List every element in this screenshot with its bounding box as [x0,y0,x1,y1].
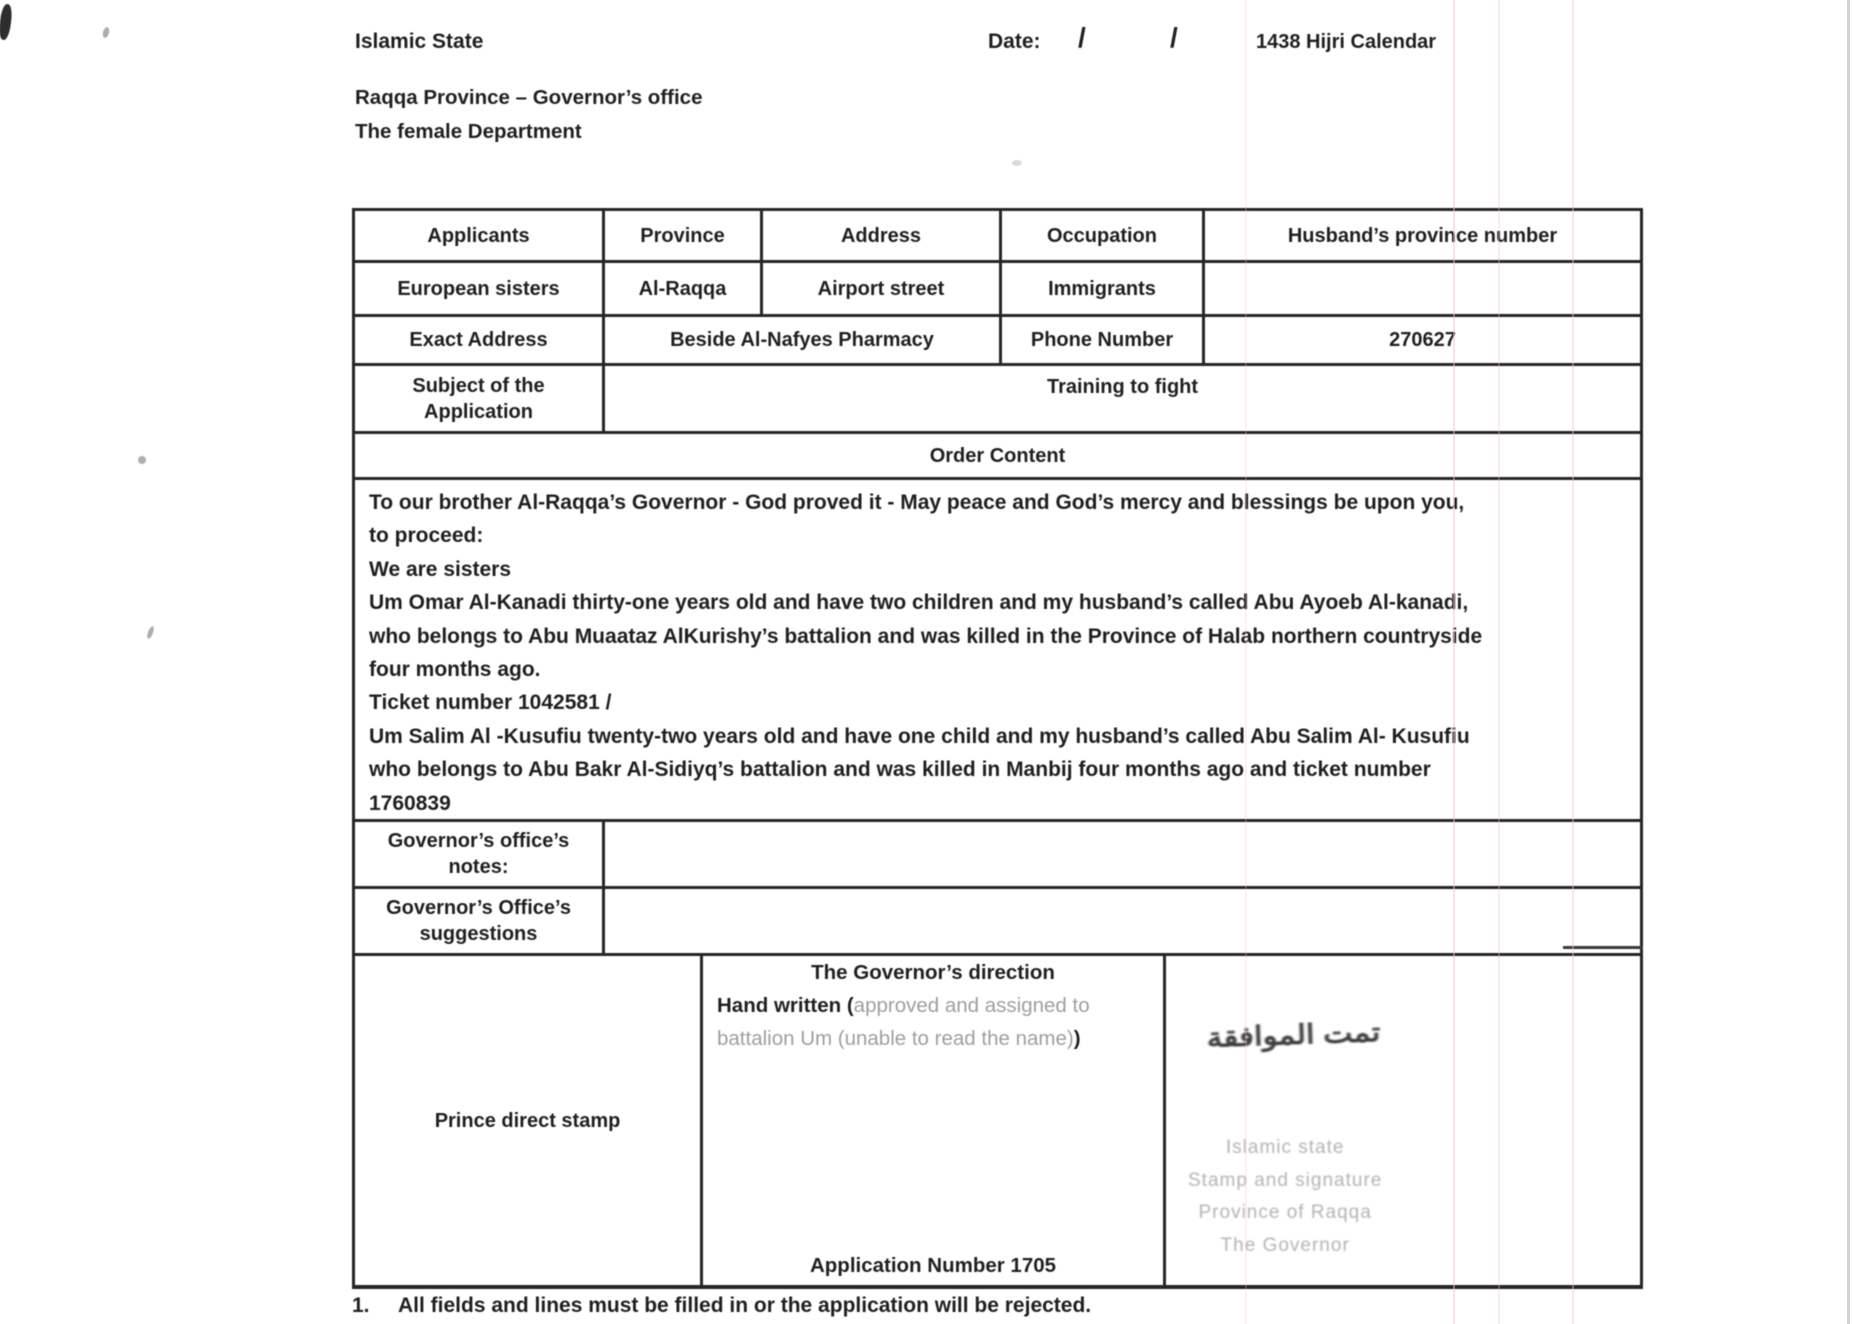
governor-suggestions-value [605,889,1640,953]
prince-stamp-label: Prince direct stamp [434,1109,621,1132]
page-edge-line [1847,0,1850,1324]
header-cell-province: Province [605,211,763,260]
header-cell-applicants: Applicants [355,211,605,260]
governor-notes-label: Governor’s office’s notes: [355,822,605,886]
scanner-pink-line [1572,0,1574,1324]
stamps-and-direction-row [355,956,1640,1285]
header-cell-husband-province-number: Husband’s province number [1287,224,1558,247]
footnote [352,1294,1091,1318]
governor-suggestions-row [355,889,1640,956]
application-form-table [352,208,1643,1289]
scan-speck [138,456,146,464]
application-number: Application Number 1705 [809,1254,1057,1278]
scan-speck [146,626,155,640]
scanner-pink-line [1453,0,1455,1324]
scan-blob-top-left [0,3,13,40]
order-content-header: Order Content [929,444,1066,467]
order-content-body [355,480,1640,819]
handwritten-prefix: Hand written ( [717,993,854,1017]
faint-stamp-text [1188,1132,1382,1262]
order-line: to proceed: [369,524,484,548]
order-content-header-row [355,434,1640,480]
office-title: Raqqa Province – Governor’s office [355,86,703,109]
scan-speck [102,26,111,38]
handwritten-close: ) [1073,1026,1081,1050]
address-value: Airport street [763,263,1002,314]
exact-address-row [355,317,1640,366]
order-line: To our brother Al-Raqqa’s Governor - God proved it - May peace and God’s mercy and blessings be upon you, [369,491,1465,514]
order-line: four months ago. [369,658,541,682]
order-line: We are sisters [369,557,512,581]
date-slash-2: / [1170,22,1178,53]
governor-notes-value [605,822,1640,886]
applicants-value: European sisters [355,263,605,314]
prince-stamp-cell [355,956,703,1285]
date-slash-1: / [1078,22,1086,53]
stamp-line: The Governor [1220,1234,1350,1256]
department-title: The female Department [355,120,582,143]
governor-direction-cell [703,956,1166,1285]
handwritten-note [703,987,1163,1055]
table-header-row [355,211,1640,263]
governor-suggestions-label: Governor’s Office’s suggestions [355,889,605,953]
governor-notes-row [355,822,1640,889]
order-line: Ticket number 1042581 / [369,691,612,715]
order-line: 1760839 [369,791,451,815]
applicant-values-row [355,263,1640,317]
order-line: Um Omar Al-Kanadi thirty-one years old and have two children and my husband’s called Abu Ayoeb Al-kanadi, [369,591,1469,615]
footnote-text: All fields and lines must be filled in or the application will be rejected. [398,1294,1092,1317]
order-content-body-row [355,480,1640,822]
subject-value: Training to fight [1046,376,1199,398]
order-line: who belongs to Abu Bakr Al-Sidiyq’s battalion and was killed in Manbij four months ago and ticket number [369,758,1431,782]
order-line: Um Salim Al -Kusufiu twenty-two years old and have one child and my husband’s called Abu Salim Al- Kusufiu [369,724,1470,748]
stamp-line: Islamic state [1225,1137,1345,1158]
scanner-pink-line [1498,0,1500,1324]
scan-line-fragment [1563,946,1643,949]
handwritten-faint-text: approved and assigned to battalion Um (unable to read the name) [717,993,1090,1050]
stamp-line: Stamp and signature [1188,1169,1383,1191]
scanner-pink-line [1245,0,1247,1324]
stamp-line: Province of Raqqa [1198,1202,1372,1223]
hijri-calendar-label: 1438 Hijri Calendar [1256,31,1437,53]
arabic-signature-scribble: تمت الموافقة [1206,1016,1381,1054]
occupation-value: Immigrants [1002,263,1205,314]
governor-stamp-cell [1166,956,1640,1285]
husband-province-number-value [1205,263,1640,314]
scan-speck [1012,160,1022,166]
governor-direction-title: The Governor’s direction [811,961,1055,984]
subject-row [355,366,1640,434]
order-line: who belongs to Abu Muaataz AlKurishy’s battalion and was killed in the Province of Halab northern countryside [369,624,1483,648]
org-title: Islamic State [355,30,484,53]
province-value: Al-Raqqa [605,263,763,314]
date-label: Date: [988,30,1041,53]
phone-number-label: Phone Number [1002,317,1205,363]
header-cell-occupation: Occupation [1002,211,1205,260]
phone-number-value: 270627 [1389,329,1456,351]
header-cell-address: Address [763,211,1002,260]
exact-address-value: Beside Al-Nafyes Pharmacy [605,317,1002,363]
subject-label: Subject of the Application [355,366,605,431]
footnote-number: 1. [352,1294,370,1317]
exact-address-label: Exact Address [355,317,605,363]
